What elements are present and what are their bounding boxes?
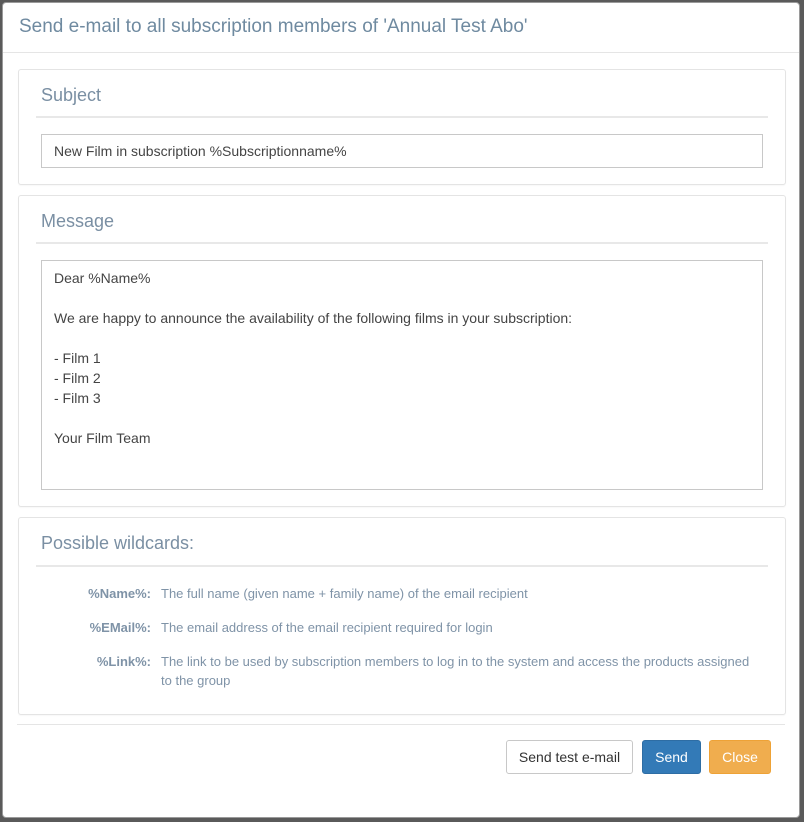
modal-title: Send e-mail to all subscription members of 'Annual Test Abo'	[19, 16, 528, 37]
message-panel	[18, 195, 786, 507]
wildcard-key: %Link%:	[96, 654, 151, 669]
subject-divider	[36, 116, 768, 118]
close-button[interactable]: Close	[709, 740, 771, 774]
wildcards-divider	[36, 565, 768, 567]
subject-input[interactable]	[41, 134, 763, 168]
wildcard-description: The email address of the email recipient required for login	[161, 620, 493, 635]
wildcard-description: The link to be used by subscription members to log in to the system and access the products assigned to the group	[161, 654, 750, 688]
message-divider	[36, 242, 768, 244]
subject-heading: Subject	[41, 85, 102, 105]
message-heading: Message	[41, 211, 115, 231]
subject-panel	[18, 69, 786, 185]
wildcards-panel	[18, 517, 786, 715]
send-button[interactable]: Send	[642, 740, 701, 774]
wildcards-heading: Possible wildcards:	[41, 533, 195, 553]
footer-divider	[17, 724, 785, 725]
send-test-email-button[interactable]: Send test e-mail	[506, 740, 633, 774]
wildcard-key: %Name%:	[88, 586, 151, 601]
wildcard-description: The full name (given name + family name) of the email recipient	[161, 586, 528, 601]
wildcard-key: %EMail%:	[89, 620, 151, 635]
modal-header	[3, 3, 799, 53]
email-modal	[2, 2, 800, 818]
message-textarea[interactable]	[41, 260, 763, 490]
